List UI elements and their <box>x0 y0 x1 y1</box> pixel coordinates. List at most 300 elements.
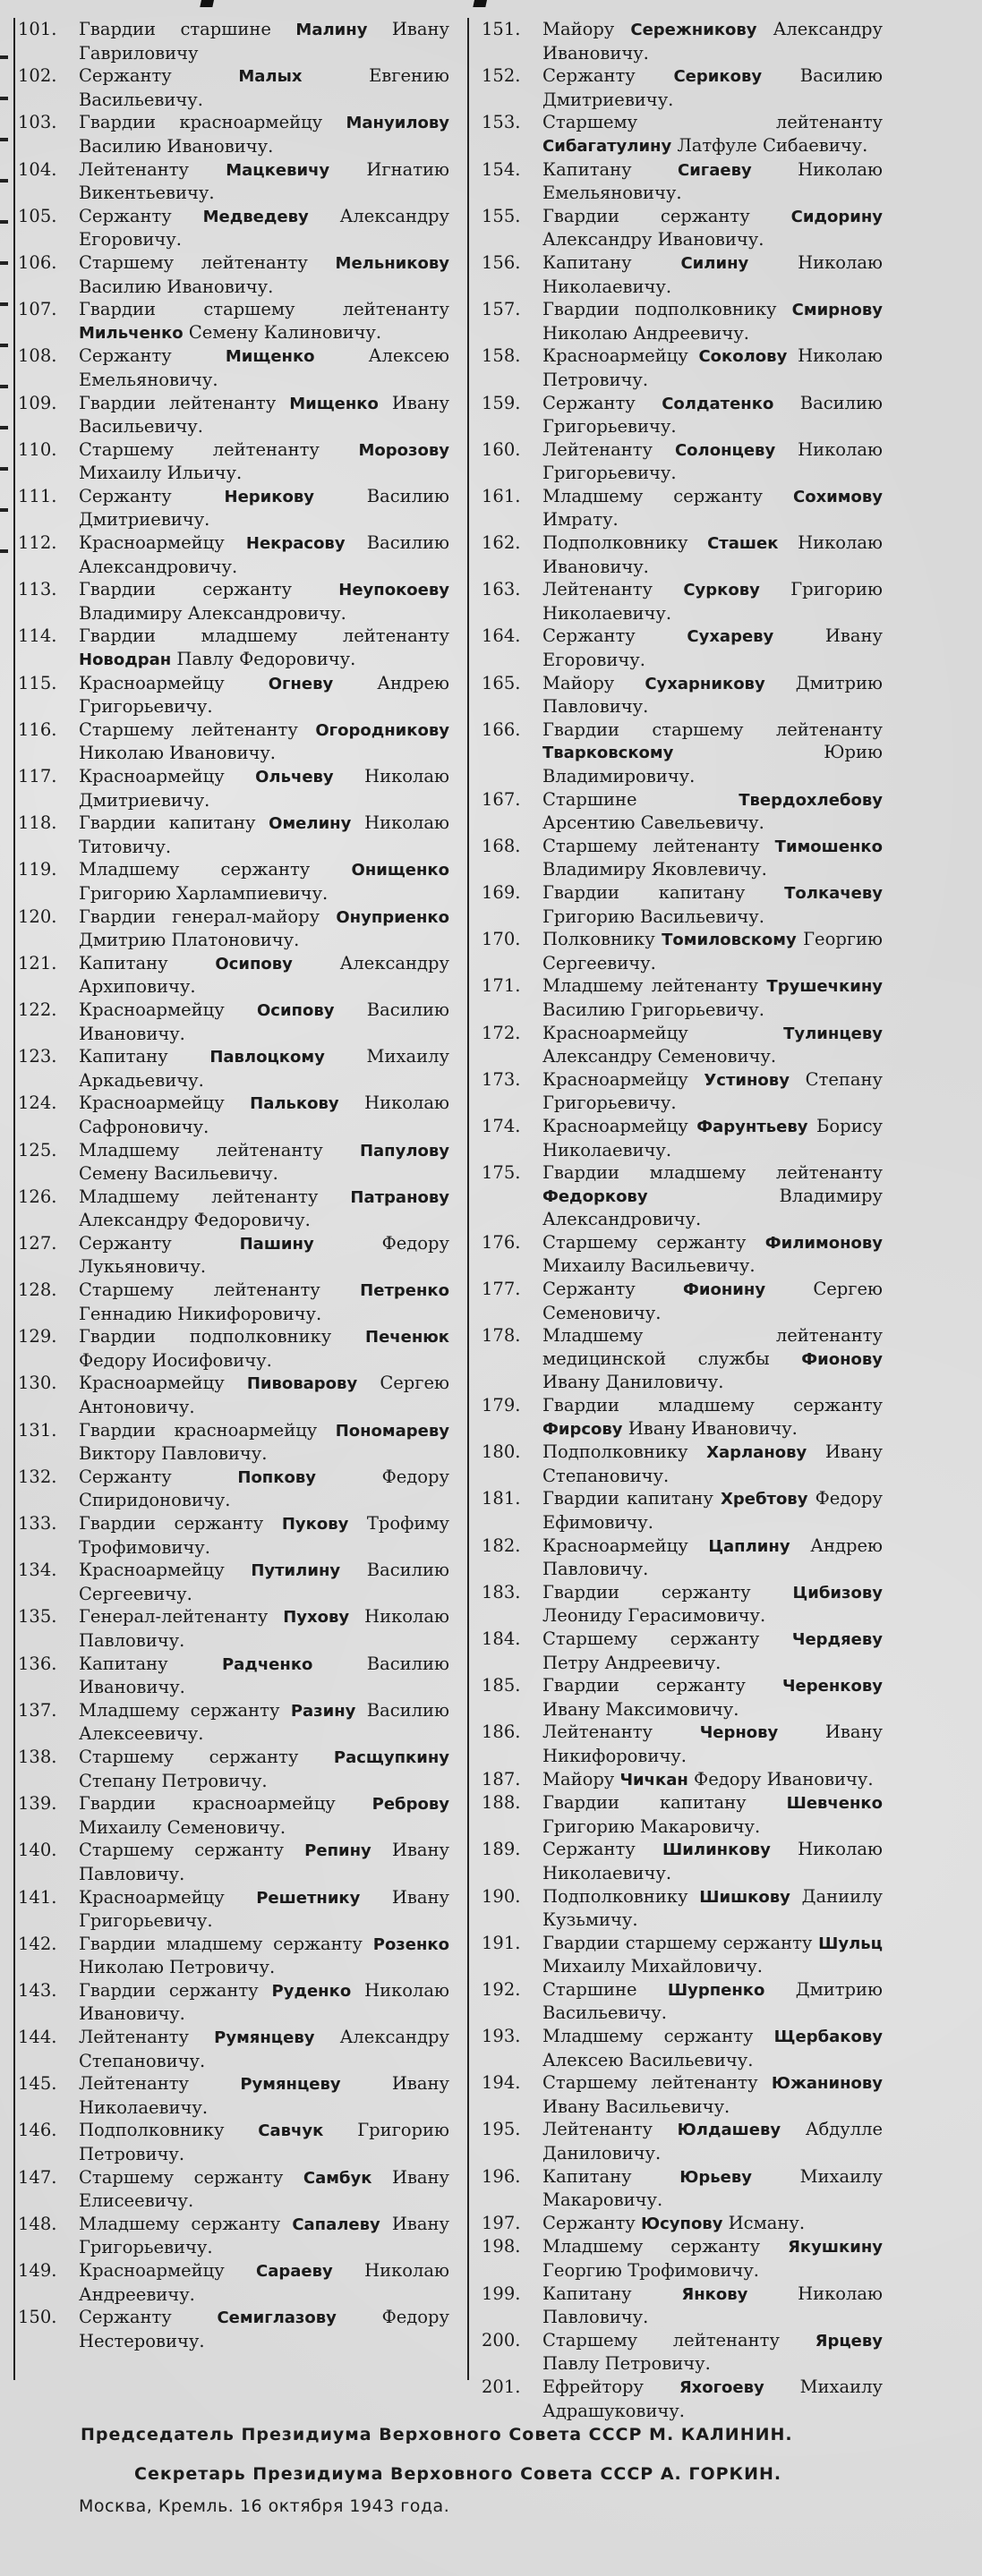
entry-surname: Новодран <box>79 650 172 670</box>
entry-number: 123. <box>18 1046 57 1067</box>
entry-number: 133. <box>18 1513 57 1534</box>
entry-surname: Малых <box>238 67 303 87</box>
entry-given-names: Игнатию Викентьевичу. <box>79 158 449 204</box>
entry-given-names: Исману. <box>728 2212 806 2233</box>
entry-number: 180. <box>482 1441 521 1463</box>
award-entry <box>482 1068 883 1115</box>
entry-given-names: Василию Григорьевичу. <box>542 999 764 1020</box>
entry-rank: Подполковнику <box>542 532 688 554</box>
entry-given-names: Ивану Степановичу. <box>542 1441 884 1486</box>
entry-number: 151. <box>482 19 521 39</box>
award-entry <box>18 1653 449 1699</box>
entry-rank: Гвардии красноармейцу <box>79 112 323 133</box>
award-entry <box>18 672 449 718</box>
award-entry <box>482 1278 883 1324</box>
entry-rank: Лейтенанту <box>79 158 190 180</box>
entry-surname: Сухарникову <box>645 674 765 693</box>
entry-number: 184. <box>482 1628 521 1649</box>
award-entry <box>18 1792 449 1839</box>
entry-rank: Подполковнику <box>542 1441 688 1463</box>
entry-number: 137. <box>18 1699 57 1721</box>
entry-given-names: Георгию Сергеевичу. <box>542 929 883 973</box>
entry-surname: Солонцеву <box>674 440 776 460</box>
entry-surname: Чичкан <box>619 1770 688 1790</box>
entry-rank: Сержанту <box>542 65 636 87</box>
entry-rank: Младшему лейтенанту <box>542 975 758 997</box>
award-entry <box>482 1674 883 1721</box>
entry-given-names: Владимиру Яковлевичу. <box>542 859 767 880</box>
entry-given-names: Степану Петровичу. <box>79 1770 268 1791</box>
entry-surname: Сташек <box>707 534 779 554</box>
entry-rank: Лейтенанту <box>542 1722 653 1743</box>
award-entry <box>18 1092 449 1138</box>
entry-surname: Самбук <box>303 2168 372 2188</box>
entry-surname: Сидорину <box>790 207 884 226</box>
entry-surname: Огневу <box>268 674 334 693</box>
entry-rank: Сержанту <box>542 392 636 413</box>
entry-given-names: Латфуле Сибаевичу. <box>677 134 868 156</box>
award-entry <box>482 1441 883 1487</box>
entry-rank: Старшему лейтенанту <box>79 1279 320 1301</box>
award-entry <box>482 251 883 298</box>
entry-given-names: Василию Ивановичу. <box>79 999 450 1044</box>
entry-number: 177. <box>482 1279 521 1300</box>
entry-surname: Чернову <box>699 1723 779 1743</box>
entry-rank: Подполковнику <box>79 2120 225 2141</box>
entry-surname: Радченко <box>221 1654 313 1674</box>
award-entry <box>18 625 449 671</box>
entry-rank: Гвардии красноармейцу <box>79 1793 336 1815</box>
entry-given-names: Андрею Григорьевичу. <box>79 672 450 718</box>
entry-surname: Пивоварову <box>246 1374 358 1394</box>
entry-given-names: Александру Егоровичу. <box>79 205 449 251</box>
entry-given-names: Михаилу Васильевичу. <box>542 1255 756 1277</box>
award-entry <box>482 531 883 578</box>
entry-rank: Красноармейцу <box>542 1022 688 1043</box>
entry-number: 106. <box>18 251 57 273</box>
entry-given-names: Григорию Петровичу. <box>79 2120 449 2165</box>
award-entry <box>18 18 449 64</box>
entry-number: 199. <box>482 2283 521 2304</box>
entry-number: 182. <box>482 1535 521 1556</box>
award-entry <box>18 578 449 625</box>
entry-given-names: Николаю Павловичу. <box>79 1606 450 1651</box>
entry-surname: Чердяеву <box>791 1629 883 1649</box>
award-entry <box>482 1487 883 1534</box>
entry-rank: Лейтенанту <box>542 438 653 460</box>
entry-number: 103. <box>18 112 57 133</box>
entry-surname: Осипову <box>256 1000 335 1020</box>
award-entry <box>18 111 449 157</box>
entry-rank: Полковнику <box>542 929 655 950</box>
award-entry <box>18 2119 449 2165</box>
entry-surname: Фирсову <box>542 1419 623 1439</box>
entry-surname: Пашину <box>239 1234 314 1254</box>
award-entry <box>18 251 449 298</box>
entry-given-names: Владимиру Александровичу. <box>79 602 346 624</box>
award-entry <box>482 1838 883 1884</box>
award-entry <box>18 1559 449 1605</box>
entry-number: 111. <box>18 485 57 506</box>
entry-number: 159. <box>482 392 521 413</box>
entry-surname: Шевченко <box>786 1794 884 1814</box>
entry-surname: Фионину <box>683 1280 766 1300</box>
entry-number: 107. <box>18 299 57 320</box>
entry-surname: Неупокоеву <box>338 581 449 600</box>
entry-rank: Гвардии капитану <box>542 881 746 903</box>
secretary-signature: Секретарь Президиума Верховного Совета СССР А. ГОРКИН. <box>134 2464 782 2484</box>
entry-rank: Сержанту <box>79 205 172 226</box>
entry-given-names: Александру Степановичу. <box>79 2027 450 2071</box>
entry-number: 101. <box>18 19 57 39</box>
entry-number: 187. <box>482 1768 521 1790</box>
entry-number: 129. <box>18 1326 57 1348</box>
entry-rank: Красноармейцу <box>79 672 225 693</box>
entry-surname: Хребтову <box>720 1490 808 1509</box>
award-entry <box>482 344 883 391</box>
entry-given-names: Сергею Антоновичу. <box>79 1373 450 1418</box>
entry-given-names: Николаю Ивановичу. <box>79 743 277 764</box>
entry-rank: Старшему сержанту <box>542 1628 760 1649</box>
entry-given-names: Николаю Титовичу. <box>79 812 450 857</box>
entry-surname: Тварковскому <box>542 744 674 763</box>
entry-given-names: Николаю Ивановичу. <box>542 532 884 577</box>
award-entry <box>18 952 449 999</box>
entry-rank: Гвардии капитану <box>542 1488 713 1509</box>
entry-number: 160. <box>482 438 521 460</box>
entry-rank: Капитану <box>542 2165 632 2187</box>
entry-surname: Шурпенко <box>667 1980 765 2000</box>
entry-surname: Пухову <box>283 1608 350 1628</box>
entry-rank: Гвардии сержанту <box>542 1675 746 1696</box>
award-entry <box>18 438 449 485</box>
award-entry <box>482 111 883 157</box>
entry-surname: Мануилову <box>346 114 449 133</box>
entry-number: 114. <box>18 625 57 647</box>
entry-given-names: Ивану Гавриловичу <box>79 19 449 64</box>
entry-given-names: Григорию Николаевичу. <box>542 579 884 624</box>
entry-rank: Старшему лейтенанту <box>79 251 308 273</box>
entry-given-names: Михаилу Аркадьевичу. <box>79 1046 449 1091</box>
entry-rank: Старшему лейтенанту <box>542 835 760 856</box>
award-entry <box>482 158 883 205</box>
entry-number: 188. <box>482 1792 521 1814</box>
entry-number: 165. <box>482 672 521 693</box>
entry-given-names: Николаю Петровичу. <box>79 1957 276 1978</box>
entry-given-names: Николаю Петровичу. <box>542 345 884 390</box>
award-entry <box>18 2072 449 2119</box>
entry-surname: Румянцеву <box>214 2028 315 2048</box>
entry-rank: Младшему сержанту <box>79 1699 280 1721</box>
award-entry <box>482 1394 883 1441</box>
entry-rank: Красноармейцу <box>79 999 225 1020</box>
entry-number: 161. <box>482 485 521 506</box>
entry-rank: Гвардии подполковнику <box>79 1326 332 1348</box>
award-entry <box>18 1512 449 1559</box>
entry-rank: Капитану <box>542 251 632 273</box>
award-entry <box>482 64 883 111</box>
chairman-signature: Председатель Президиума Верховного Совета СССР М. КАЛИНИН. <box>81 2425 793 2444</box>
award-entry <box>482 1721 883 1767</box>
entry-surname: Петренко <box>360 1281 449 1301</box>
entry-rank: Сержанту <box>79 345 172 367</box>
entry-number: 162. <box>482 532 521 554</box>
entry-surname: Решетнику <box>256 1888 361 1908</box>
entry-given-names: Федору Ивановичу. <box>694 1768 874 1790</box>
entry-given-names: Михаилу Семеновичу. <box>79 1816 286 1838</box>
entry-number: 169. <box>482 881 521 903</box>
entry-given-names: Павлу Петровичу. <box>542 2353 711 2375</box>
entry-surname: Онищенко <box>351 861 450 880</box>
entry-number: 138. <box>18 1746 57 1767</box>
entry-given-names: Ивану Егоровичу. <box>542 625 883 671</box>
entry-number: 183. <box>482 1581 521 1603</box>
column-rule-left <box>13 18 15 2380</box>
entry-number: 131. <box>18 1419 57 1441</box>
entry-given-names: Ивану Григорьевичу. <box>79 1886 449 1932</box>
entry-number: 170. <box>482 929 521 950</box>
entry-given-names: Николаю Сафроновичу. <box>79 1092 449 1137</box>
entry-surname: Разину <box>290 1701 356 1721</box>
entry-number: 191. <box>482 1932 521 1953</box>
entry-given-names: Александру Ивановичу. <box>542 19 883 64</box>
entry-rank: Сержанту <box>79 1466 172 1487</box>
entry-given-names: Василию Александровичу. <box>79 532 449 577</box>
award-entry <box>18 765 449 812</box>
award-entry <box>482 578 883 625</box>
entry-surname: Южанинову <box>771 2074 883 2094</box>
entry-number: 147. <box>18 2166 57 2188</box>
entry-given-names: Федору Ефимовичу. <box>542 1488 884 1533</box>
entry-rank: Красноармейцу <box>79 532 225 554</box>
entry-rank: Гвардии лейтенанту <box>79 392 277 413</box>
award-entry <box>18 2166 449 2213</box>
award-entry <box>18 1372 449 1418</box>
entry-surname: Соколову <box>698 347 788 367</box>
entry-surname: Савчук <box>258 2121 324 2141</box>
entry-given-names: Александру Ивановичу. <box>542 229 764 251</box>
entry-surname: Тулинцеву <box>783 1024 883 1043</box>
entry-rank: Младшему сержанту <box>542 485 764 506</box>
entry-rank: Майору <box>542 19 615 39</box>
entry-surname: Трушечкину <box>766 977 883 997</box>
entry-rank: Старшему лейтенанту <box>79 718 298 740</box>
entry-rank: Ефрейтору <box>542 2376 645 2397</box>
entry-given-names: Ивану Ивановичу. <box>628 1417 798 1439</box>
award-entry <box>482 1231 883 1278</box>
entry-surname: Устинову <box>704 1070 790 1090</box>
entry-surname: Ольчеву <box>255 768 334 786</box>
award-entry <box>18 858 449 905</box>
award-entry <box>482 2376 883 2422</box>
entry-given-names: Ивану Елисеевичу. <box>79 2166 450 2212</box>
entry-rank: Гвардии старшему сержанту <box>542 1932 813 1953</box>
entry-number: 116. <box>18 718 57 740</box>
entry-surname: Юлдашеву <box>677 2121 781 2140</box>
entry-given-names: Виктору Павловичу. <box>79 1443 268 1465</box>
entry-rank: Красноармейцу <box>542 1115 688 1136</box>
entry-surname: Путилину <box>251 1561 341 1581</box>
award-entry <box>482 881 883 928</box>
entry-number: 142. <box>18 1933 57 1954</box>
entry-rank: Лейтенанту <box>79 2073 190 2095</box>
entry-rank: Красноармейцу <box>79 1886 225 1908</box>
entry-given-names: Евгению Васильевичу. <box>79 65 450 110</box>
entry-surname: Смирнову <box>791 301 883 320</box>
entry-surname: Патранову <box>350 1187 449 1207</box>
entry-number: 172. <box>482 1022 521 1043</box>
award-entry <box>18 905 449 952</box>
award-entry <box>482 788 883 835</box>
entry-surname: Малину <box>295 21 368 39</box>
entry-number: 132. <box>18 1466 57 1487</box>
entry-surname: Попкову <box>237 1467 316 1487</box>
award-entry <box>482 928 883 974</box>
entry-surname: Онуприенко <box>336 907 449 927</box>
entry-given-names: Николаю Ивановичу. <box>79 1979 450 2025</box>
entry-rank: Красноармейцу <box>79 1092 225 1114</box>
entry-given-names: Василию Сергеевичу. <box>79 1560 449 1604</box>
entry-rank: Капитану <box>79 1046 168 1067</box>
entry-surname: Щербакову <box>773 2028 884 2047</box>
entry-rank: Сержанту <box>542 625 636 647</box>
adjacent-column-fragment <box>0 18 11 591</box>
award-entry <box>482 2118 883 2164</box>
entry-number: 105. <box>18 205 57 226</box>
entry-rank: Гвардии старшему лейтенанту <box>542 718 883 740</box>
entry-rank: Гвардии сержанту <box>79 1979 259 2001</box>
award-entry <box>482 2283 883 2329</box>
entry-rank: Старшему сержанту <box>79 2166 284 2188</box>
entry-number: 196. <box>482 2165 521 2187</box>
entry-rank: Сержанту <box>79 1232 172 1254</box>
entry-surname: Черенкову <box>782 1677 884 1696</box>
entry-number: 136. <box>18 1653 57 1674</box>
entry-rank: Гвардии сержанту <box>542 1581 751 1603</box>
entry-surname: Филимонову <box>764 1233 883 1253</box>
entry-number: 150. <box>18 2307 57 2328</box>
entry-number: 139. <box>18 1793 57 1815</box>
award-entry <box>482 1161 883 1231</box>
entry-given-names: Павлу Федоровичу. <box>176 649 356 670</box>
entry-surname: Мищенко <box>289 394 379 413</box>
entry-number: 149. <box>18 2260 57 2281</box>
entry-surname: Тимошенко <box>774 837 883 856</box>
entry-given-names: Александру Семеновичу. <box>542 1046 777 1067</box>
entry-rank: Красноармейцу <box>79 1560 225 1581</box>
entry-rank: Сержанту <box>542 2212 636 2233</box>
entry-given-names: Петру Андреевичу. <box>542 1652 722 1673</box>
entry-rank: Гвардии сержанту <box>79 579 293 600</box>
entry-surname: Расщупкину <box>333 1747 449 1767</box>
entry-rank: Гвардии капитану <box>542 1792 747 1814</box>
entry-given-names: Михаилу Макаровичу. <box>542 2165 884 2211</box>
award-entry <box>18 1886 449 1933</box>
entry-surname: Харланову <box>706 1443 807 1463</box>
entry-given-names: Михаилу Адрашуковичу. <box>542 2376 884 2421</box>
entry-surname: Толкачеву <box>784 883 884 903</box>
entry-rank: Сержанту <box>79 485 172 506</box>
entry-given-names: Геннадию Никифоровичу. <box>79 1303 322 1324</box>
entry-given-names: Сергею Семеновичу. <box>542 1279 884 1323</box>
entry-surname: Сараеву <box>256 2262 333 2281</box>
entry-number: 200. <box>482 2329 521 2351</box>
entry-rank: Гвардии младшему лейтенанту <box>542 1162 883 1184</box>
award-entry <box>482 298 883 344</box>
award-entry <box>18 1699 449 1746</box>
entry-surname: Сапалеву <box>292 2215 380 2234</box>
entry-rank: Лейтенанту <box>79 2027 190 2048</box>
entry-surname: Серикову <box>673 67 763 87</box>
entry-given-names: Николаю Дмитриевичу. <box>79 766 450 811</box>
entry-given-names: Николаю Николаевичу. <box>542 1839 884 1883</box>
entry-surname: Омелину <box>269 814 352 834</box>
entry-surname: Семиглазову <box>217 2308 337 2328</box>
award-entry <box>482 974 883 1021</box>
entry-rank: Старшему сержанту <box>79 1746 299 1767</box>
entry-rank: Подполковнику <box>542 1885 688 1907</box>
award-entry <box>482 1535 883 1581</box>
award-entry <box>482 1581 883 1628</box>
entry-number: 201. <box>482 2376 521 2397</box>
entry-number: 185. <box>482 1675 521 1696</box>
award-entry <box>18 999 449 1045</box>
entry-rank: Майору <box>542 1768 615 1790</box>
entry-rank: Гвардии старшине <box>79 19 271 39</box>
entry-surname: Яхогоеву <box>679 2377 764 2397</box>
entry-surname: Солдатенко <box>662 394 774 413</box>
entry-surname: Репину <box>304 1841 371 1861</box>
entry-given-names: Григорию Харлампиевичу. <box>79 882 329 904</box>
entry-given-names: Григорию Макаровичу. <box>542 1815 761 1837</box>
award-entry <box>482 2235 883 2282</box>
entry-number: 193. <box>482 2026 521 2047</box>
entry-number: 168. <box>482 835 521 856</box>
entry-number: 198. <box>482 2236 521 2257</box>
entry-given-names: Михаилу Михайловичу. <box>542 1956 763 1977</box>
entry-number: 122. <box>18 999 57 1020</box>
entry-given-names: Борису Николаевичу. <box>542 1115 883 1160</box>
entry-number: 128. <box>18 1279 57 1301</box>
entry-number: 143. <box>18 1979 57 2001</box>
entry-number: 190. <box>482 1885 521 1907</box>
entry-given-names: Федору Иосифовичу. <box>79 1349 272 1371</box>
entry-number: 153. <box>482 112 521 133</box>
award-entry <box>482 1791 883 1838</box>
award-entry <box>18 1419 449 1466</box>
entry-given-names: Ивану Даниловичу. <box>542 1372 724 1393</box>
entry-surname: Печенюк <box>365 1328 450 1348</box>
entry-surname: Силину <box>680 253 749 273</box>
entry-number: 197. <box>482 2212 521 2233</box>
award-list-left-column <box>18 18 449 2352</box>
entry-rank: Капитану <box>542 158 632 180</box>
entry-number: 178. <box>482 1325 521 1347</box>
award-entry <box>18 1933 449 1979</box>
award-entry <box>482 625 883 671</box>
entry-number: 112. <box>18 532 57 554</box>
entry-surname: Федоркову <box>542 1186 648 1206</box>
award-entry <box>18 1232 449 1279</box>
entry-number: 102. <box>18 65 57 87</box>
entry-given-names: Ивану Павловичу. <box>79 1840 450 1884</box>
award-entry <box>482 18 883 64</box>
entry-rank: Капитану <box>79 952 168 973</box>
entry-surname: Папулову <box>359 1141 449 1160</box>
entry-number: 163. <box>482 579 521 600</box>
entry-given-names: Николаю Николаевичу. <box>542 251 884 297</box>
entry-given-names: Василию Ивановичу. <box>79 135 274 157</box>
